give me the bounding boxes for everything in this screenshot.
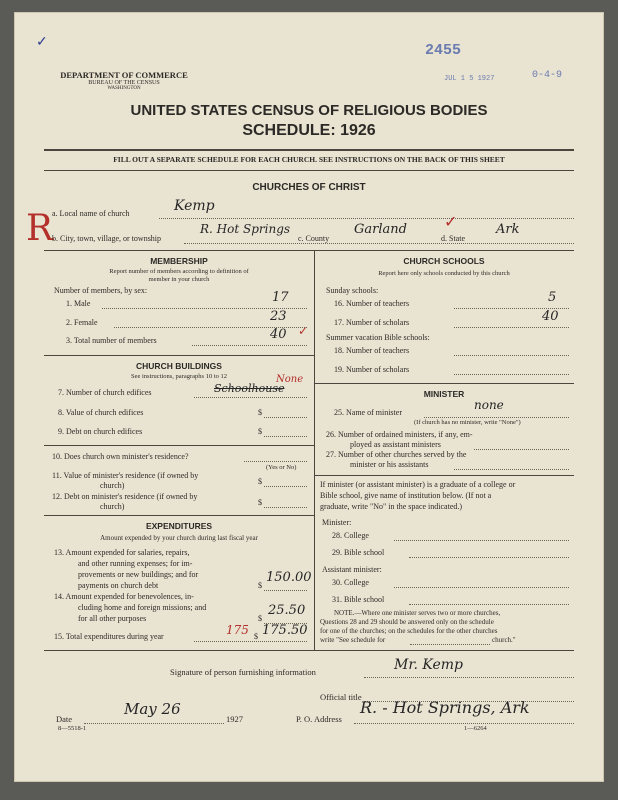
membership-note-2: member in your church (148, 276, 210, 283)
q14-value: 25.50 (268, 603, 306, 618)
schools-note: Report here only schools conducted by this church (378, 270, 510, 277)
q25-value: none (474, 398, 504, 412)
q12-label-1: 12. Debt on minister's residence (if owned by (52, 492, 198, 501)
expenditures-heading: EXPENDITURES (145, 521, 213, 531)
female-value: 23 (270, 309, 287, 324)
by-sex-label: Number of members, by sex: (54, 286, 148, 295)
q13-label-2: and other running expenses; for im- (78, 559, 193, 568)
membership-heading: MEMBERSHIP (150, 256, 208, 266)
q28-label: 28. College (332, 531, 369, 540)
q8-label: 8. Value of church edifices (58, 408, 144, 417)
red-check-county: ✓ (444, 214, 458, 231)
q9-label: 9. Debt on church edifices (58, 427, 143, 436)
q18-label: 18. Number of teachers (334, 346, 410, 355)
department-block (44, 70, 204, 91)
q10-label: 10. Does church own minister's residence? (52, 452, 189, 461)
po-address-label: P. O. Address (296, 714, 342, 724)
signature-label: Signature of person furnishing information (170, 667, 316, 677)
q12-label-2: church) (100, 502, 125, 511)
q16-label: 16. Number of teachers (334, 299, 410, 308)
q16-value: 5 (548, 290, 557, 305)
q19-label: 19. Number of scholars (334, 365, 410, 374)
assistant-minister-sublabel: Assistant minister: (322, 565, 382, 574)
q15-red-value: 175 (226, 623, 249, 637)
q14-dollar: $ (258, 614, 262, 623)
denomination-title: CHURCHES OF CHRIST (252, 182, 366, 193)
signature-value: Mr. Kemp (394, 657, 463, 673)
graduate-note-2: Bible school, give name of institution below. (If not a (320, 491, 492, 500)
blue-check-mark: ✓ (36, 35, 48, 50)
minister-note-2: Questions 28 and 29 should be answered only on the schedule (320, 618, 494, 626)
date-year: 1927 (226, 714, 243, 724)
q13-label-3: provements or new buildings; and for (78, 570, 199, 579)
received-date-stamp: JUL 1 5 1927 (444, 75, 495, 83)
church-name-value: Kemp (174, 198, 215, 214)
total-members-label: 3. Total number of members (66, 336, 157, 345)
membership-note-1: Report number of members according to definition of (109, 268, 249, 275)
official-title-label: Official title (320, 692, 362, 702)
q27-label-1: 27. Number of other churches served by the (326, 450, 467, 459)
minister-note-1: NOTE.—Where one minister serves two or more churches, (334, 609, 501, 617)
q9-dollar: $ (258, 427, 262, 436)
q13-dollar: $ (258, 581, 262, 590)
q17-label: 17. Number of scholars (334, 318, 410, 327)
graduate-note-1: If minister (or assistant minister) is a graduate of a college or (320, 480, 516, 489)
department-name: DEPARTMENT OF COMMERCE (60, 70, 188, 80)
q14-label-3: for all other purposes (78, 614, 147, 623)
q13-label-4: payments on church debt (78, 581, 159, 590)
date-value: May 26 (124, 700, 181, 718)
minister-note-4: write "See schedule for (320, 636, 386, 644)
q7-struck-value: Schoolhouse (214, 382, 285, 395)
female-label: 2. Female (66, 318, 98, 327)
church-name-label: a. Local name of church (52, 209, 130, 218)
q29-label: 29. Bible school (332, 548, 385, 557)
bureau-name: BUREAU OF THE CENSUS (88, 80, 160, 86)
q31-label: 31. Bible school (332, 595, 385, 604)
q27-label-2: minister or his assistants (350, 460, 429, 469)
q15-value: 175.50 (262, 623, 308, 638)
q17-value: 40 (542, 309, 559, 324)
q11-label-2: church) (100, 481, 125, 490)
minister-heading: MINISTER (423, 389, 465, 399)
date-label: Date (56, 714, 73, 724)
schedule-title: SCHEDULE: 1926 (242, 122, 376, 139)
serial-number-stamp: 2455 (425, 42, 462, 59)
minister-sublabel: Minister: (322, 518, 352, 527)
city-label: b. City, town, village, or township (52, 234, 162, 243)
minister-note-5: church." (492, 636, 516, 644)
q15-label: 15. Total expenditures during year (54, 632, 164, 641)
census-schedule-document (14, 12, 604, 782)
bureau-city: WASHINGTON (107, 86, 141, 91)
state-label: d. State (441, 234, 465, 243)
summer-schools-label: Summer vacation Bible schools: (326, 333, 430, 342)
graduate-note-3: graduate, write "No" in the space indicated.) (320, 502, 463, 511)
county-label: c. County (298, 234, 330, 243)
buildings-note: See instructions, paragraphs 10 to 12 (130, 373, 228, 380)
q15-dollar: $ (254, 632, 258, 641)
male-value: 17 (272, 290, 289, 305)
q26-label-2: ployed as assistant ministers (350, 440, 441, 449)
q25-label: 25. Name of minister (334, 408, 402, 417)
minister-note-3: for one of the churches; on the schedules for the other churches (320, 627, 498, 635)
q25-note: (If church has no minister, write "None") (414, 419, 521, 426)
q14-label-2: cluding home and foreign missions; and (78, 603, 207, 612)
schools-heading: CHURCH SCHOOLS (403, 256, 485, 266)
yes-no-hint: (Yes or No) (266, 464, 297, 471)
red-r-mark: R (26, 208, 54, 249)
code-stamp: 0-4-9 (532, 70, 563, 81)
total-members-value: 40 (270, 327, 287, 342)
q14-label-1: 14. Amount expended for benevolences, in- (54, 592, 194, 601)
q13-label-1: 13. Amount expended for salaries, repairs, (54, 548, 190, 557)
q7-value: None (276, 374, 304, 385)
buildings-heading: CHURCH BUILDINGS (136, 361, 222, 371)
po-code: 1—6264 (464, 725, 487, 732)
q8-dollar: $ (258, 408, 262, 417)
q12-dollar: $ (258, 498, 262, 507)
instruction-line: FILL OUT A SEPARATE SCHEDULE FOR EACH CHURCH. SEE INSTRUCTIONS ON THE BACK OF THIS SHEET (113, 155, 505, 164)
form-number: 8—5518-1 (58, 725, 87, 732)
q7-label: 7. Number of church edifices (58, 388, 152, 397)
expenditures-note: Amount expended by your church during last fiscal year (100, 534, 258, 542)
q11-dollar: $ (258, 477, 262, 486)
city-value: R. Hot Springs (200, 222, 291, 236)
q13-value: 150.00 (266, 570, 312, 585)
red-check-total: ✓ (298, 324, 309, 338)
po-address-value: R. - Hot Springs, Ark (360, 698, 530, 717)
q11-label-1: 11. Value of minister's residence (if owned by (52, 471, 199, 480)
sunday-schools-label: Sunday schools: (326, 286, 379, 295)
county-value: Garland (354, 222, 407, 237)
q30-label: 30. College (332, 578, 369, 587)
q26-label-1: 26. Number of ordained ministers, if any, em- (326, 430, 473, 439)
male-label: 1. Male (66, 299, 91, 308)
page-title: UNITED STATES CENSUS OF RELIGIOUS BODIES (130, 102, 488, 119)
state-value: Ark (496, 222, 520, 237)
